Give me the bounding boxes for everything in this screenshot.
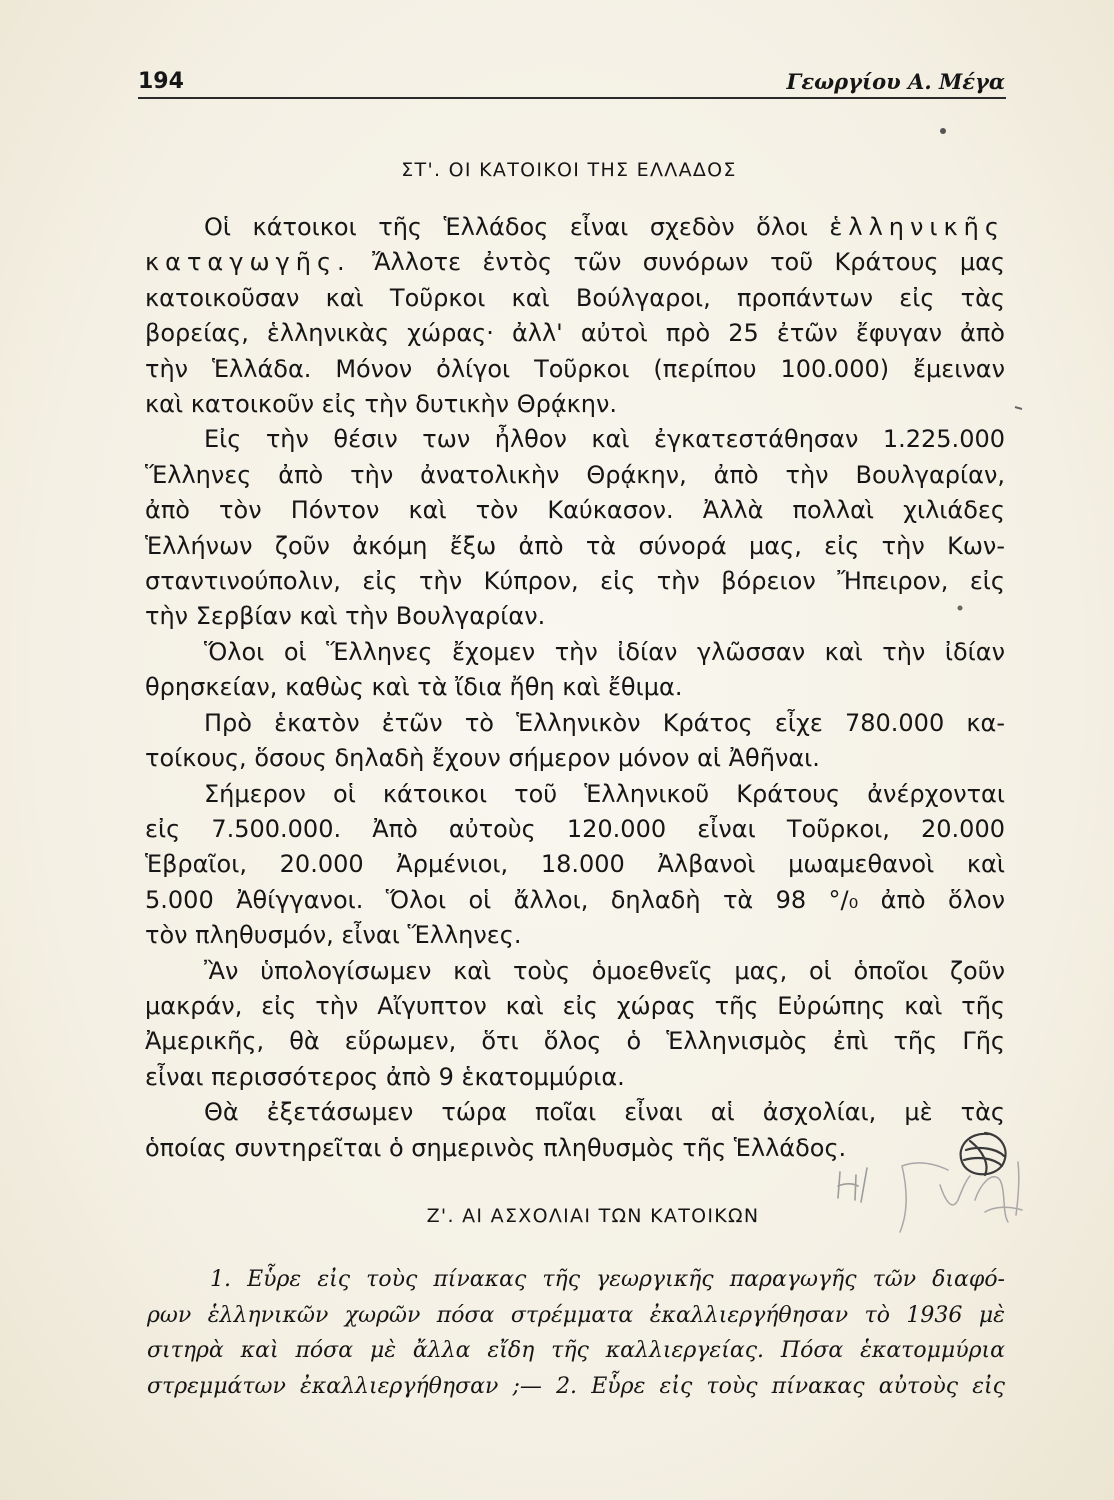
text-line: Ἀμερικῆς, θὰ εὕρωμεν, ὅτι ὅλος ὁ Ἑλληνισμὸς ἐπὶ τῆς Γῆς [145,1027,1005,1056]
text-line: ὁποίας συντηρεῖται ὁ σημερινὸς πληθυσμὸς τῆς Ἑλλάδος. [145,1133,847,1162]
paper-speck [940,128,946,134]
text-line: καὶ κατοικοῦν εἰς τὴν δυτικὴν Θρᾴκην. [145,390,618,419]
pencil-annotation [838,1168,867,1202]
text-line: τὴν Ἑλλάδα. Μόνον ὀλίγοι Τοῦρκοι (περίπου 100.000) ἔμειναν [145,354,1005,383]
paragraph [145,954,1005,1096]
text-line: Ἑβραῖοι, 20.000 Ἀρμένιοι, 18.000 Ἀλβανοὶ μωαμεθανοὶ καὶ [145,850,1005,879]
text-line: κατοικοῦσαν καὶ Τοῦρκοι καὶ Βούλγαροι, προπάντων εἰς τὰς [145,283,1005,312]
text-line: θρησκείαν, καθὼς καὶ τὰ ἴδια ἤθη καὶ ἔθιμα. [145,673,683,702]
section-body [145,210,1005,1166]
line-text: Ἄλλοτε ἐντὸς τῶν συνόρων τοῦ Κράτους μας [372,248,1005,277]
exercise-line: 1. Εὗρε εἰς τοὺς πίνακας τῆς γεωργικῆς παραγωγῆς τῶν διαφό- [210,1267,1005,1292]
paragraph [145,635,1005,706]
text-line: τὴν Σερβίαν καὶ τὴν Βουλγαρίαν. [145,602,546,631]
paragraph [145,1095,1005,1166]
text-line: Θὰ ἐξετάσωμεν τώρα ποῖαι εἶναι αἱ ἀσχολίαι, μὲ τὰς [204,1098,1005,1127]
section-title: ΣΤ'. ΟΙ ΚΑΤΟΙΚΟΙ ΤΗΣ ΕΛΛΑΔΟΣ [401,159,737,181]
section-title: Ζ'. ΑΙ ΑΣΧΟΛΙΑΙ ΤΩΝ ΚΑΤΟΙΚΩΝ [426,1205,760,1227]
text-line: βορείας, ἑλληνικὰς χώρας· ἀλλ' αὐτοὶ πρὸ 25 ἐτῶν ἔφυγαν ἀπὸ [145,319,1005,348]
text-line: Πρὸ ἑκατὸν ἐτῶν τὸ Ἑλληνικὸν Κράτος εἶχε 780.000 κα- [204,708,1005,737]
text-line: Ἕλληνες ἀπὸ τὴν ἀνατολικὴν Θρᾴκην, ἀπὸ τὴν Βουλγαρίαν, [145,460,1005,489]
paper-speck [1015,407,1022,409]
page-number: 194 [138,69,184,94]
exercise-line: σιτηρὰ καὶ πόσα μὲ ἄλλα εἴδη τῆς καλλιεργείας. Πόσα ἑκατομμύρια [147,1338,1005,1364]
paragraph [145,777,1005,954]
text-line: εἶναι περισσότερος ἀπὸ 9 ἑκατομμύρια. [145,1062,625,1091]
text-line: Ἑλλήνων ζοῦν ἀκόμη ἔξω ἀπὸ τὰ σύνορά μας, εἰς τὴν Κων- [145,531,1005,560]
paragraph [145,210,1005,422]
text-line: μακράν, εἰς τὴν Αἴγυπτον καὶ εἰς χώρας τῆς Εὐρώπης καὶ τῆς [145,991,1005,1020]
line-text: Οἱ κάτοικοι τῆς Ἑλλάδος εἶναι σχεδὸν ὅλοι [204,213,808,241]
text-line: 5.000 Ἀθίγγανοι. Ὅλοι οἱ ἄλλοι, δηλαδὴ τὰ 98 °/₀ ἀπὸ ὅλον [145,885,1005,914]
text-line: τοίκους, ὅσους δηλαδὴ ἔχουν σήμερον μόνον αἱ Ἀθῆναι. [145,744,820,773]
pencil-annotation [900,1162,1022,1232]
text-line [145,210,1005,245]
exercise-block [147,1262,1005,1405]
paragraph [145,422,1005,634]
spaced-word: καταγωγῆς. [145,248,351,277]
exercise-line: στρεμμάτων ἐκαλλιεργήθησαν ;— 2. Εὗρε εἰς τοὺς πίνακας αὐτοὺς εἰς [147,1374,1005,1400]
text-line: Σήμερον οἱ κάτοικοι τοῦ Ἑλληνικοῦ Κράτους ἀνέρχονται [204,779,1005,808]
text-line: Εἰς τὴν θέσιν των ἦλθον καὶ ἐγκατεστάθησαν 1.225.000 [204,425,1005,454]
text-line [145,245,1005,280]
spaced-word: ἑλληνικῆς [829,213,1005,241]
header-rule [138,97,1006,99]
text-line: σταντινούπολιν, εἰς τὴν Κύπρον, εἰς τὴν βόρειον Ἤπειρον, εἰς [145,567,1005,596]
text-line: εἰς 7.500.000. Ἀπὸ αὐτοὺς 120.000 εἶναι Τοῦρκοι, 20.000 [145,814,1005,843]
paragraph [145,706,1005,777]
text-line: ἀπὸ τὸν Πόντον καὶ τὸν Καύκασον. Ἀλλὰ πολλαὶ χιλιάδες [145,496,1005,525]
text-line: Ὅλοι οἱ Ἕλληνες ἔχομεν τὴν ἰδίαν γλῶσσαν καὶ τὴν ἰδίαν [204,637,1005,666]
text-line: τὸν πληθυσμόν, εἶναι Ἕλληνες. [145,921,522,950]
exercise-line: ρων ἑλληνικῶν χωρῶν πόσα στρέμματα ἐκαλλιεργήθησαν τὸ 1936 μὲ [147,1302,1005,1328]
running-title: Γεωργίου Α. Μέγα [786,69,1005,94]
text-line: Ἂν ὑπολογίσωμεν καὶ τοὺς ὁμοεθνεῖς μας, οἱ ὁποῖοι ζοῦν [204,956,1005,985]
